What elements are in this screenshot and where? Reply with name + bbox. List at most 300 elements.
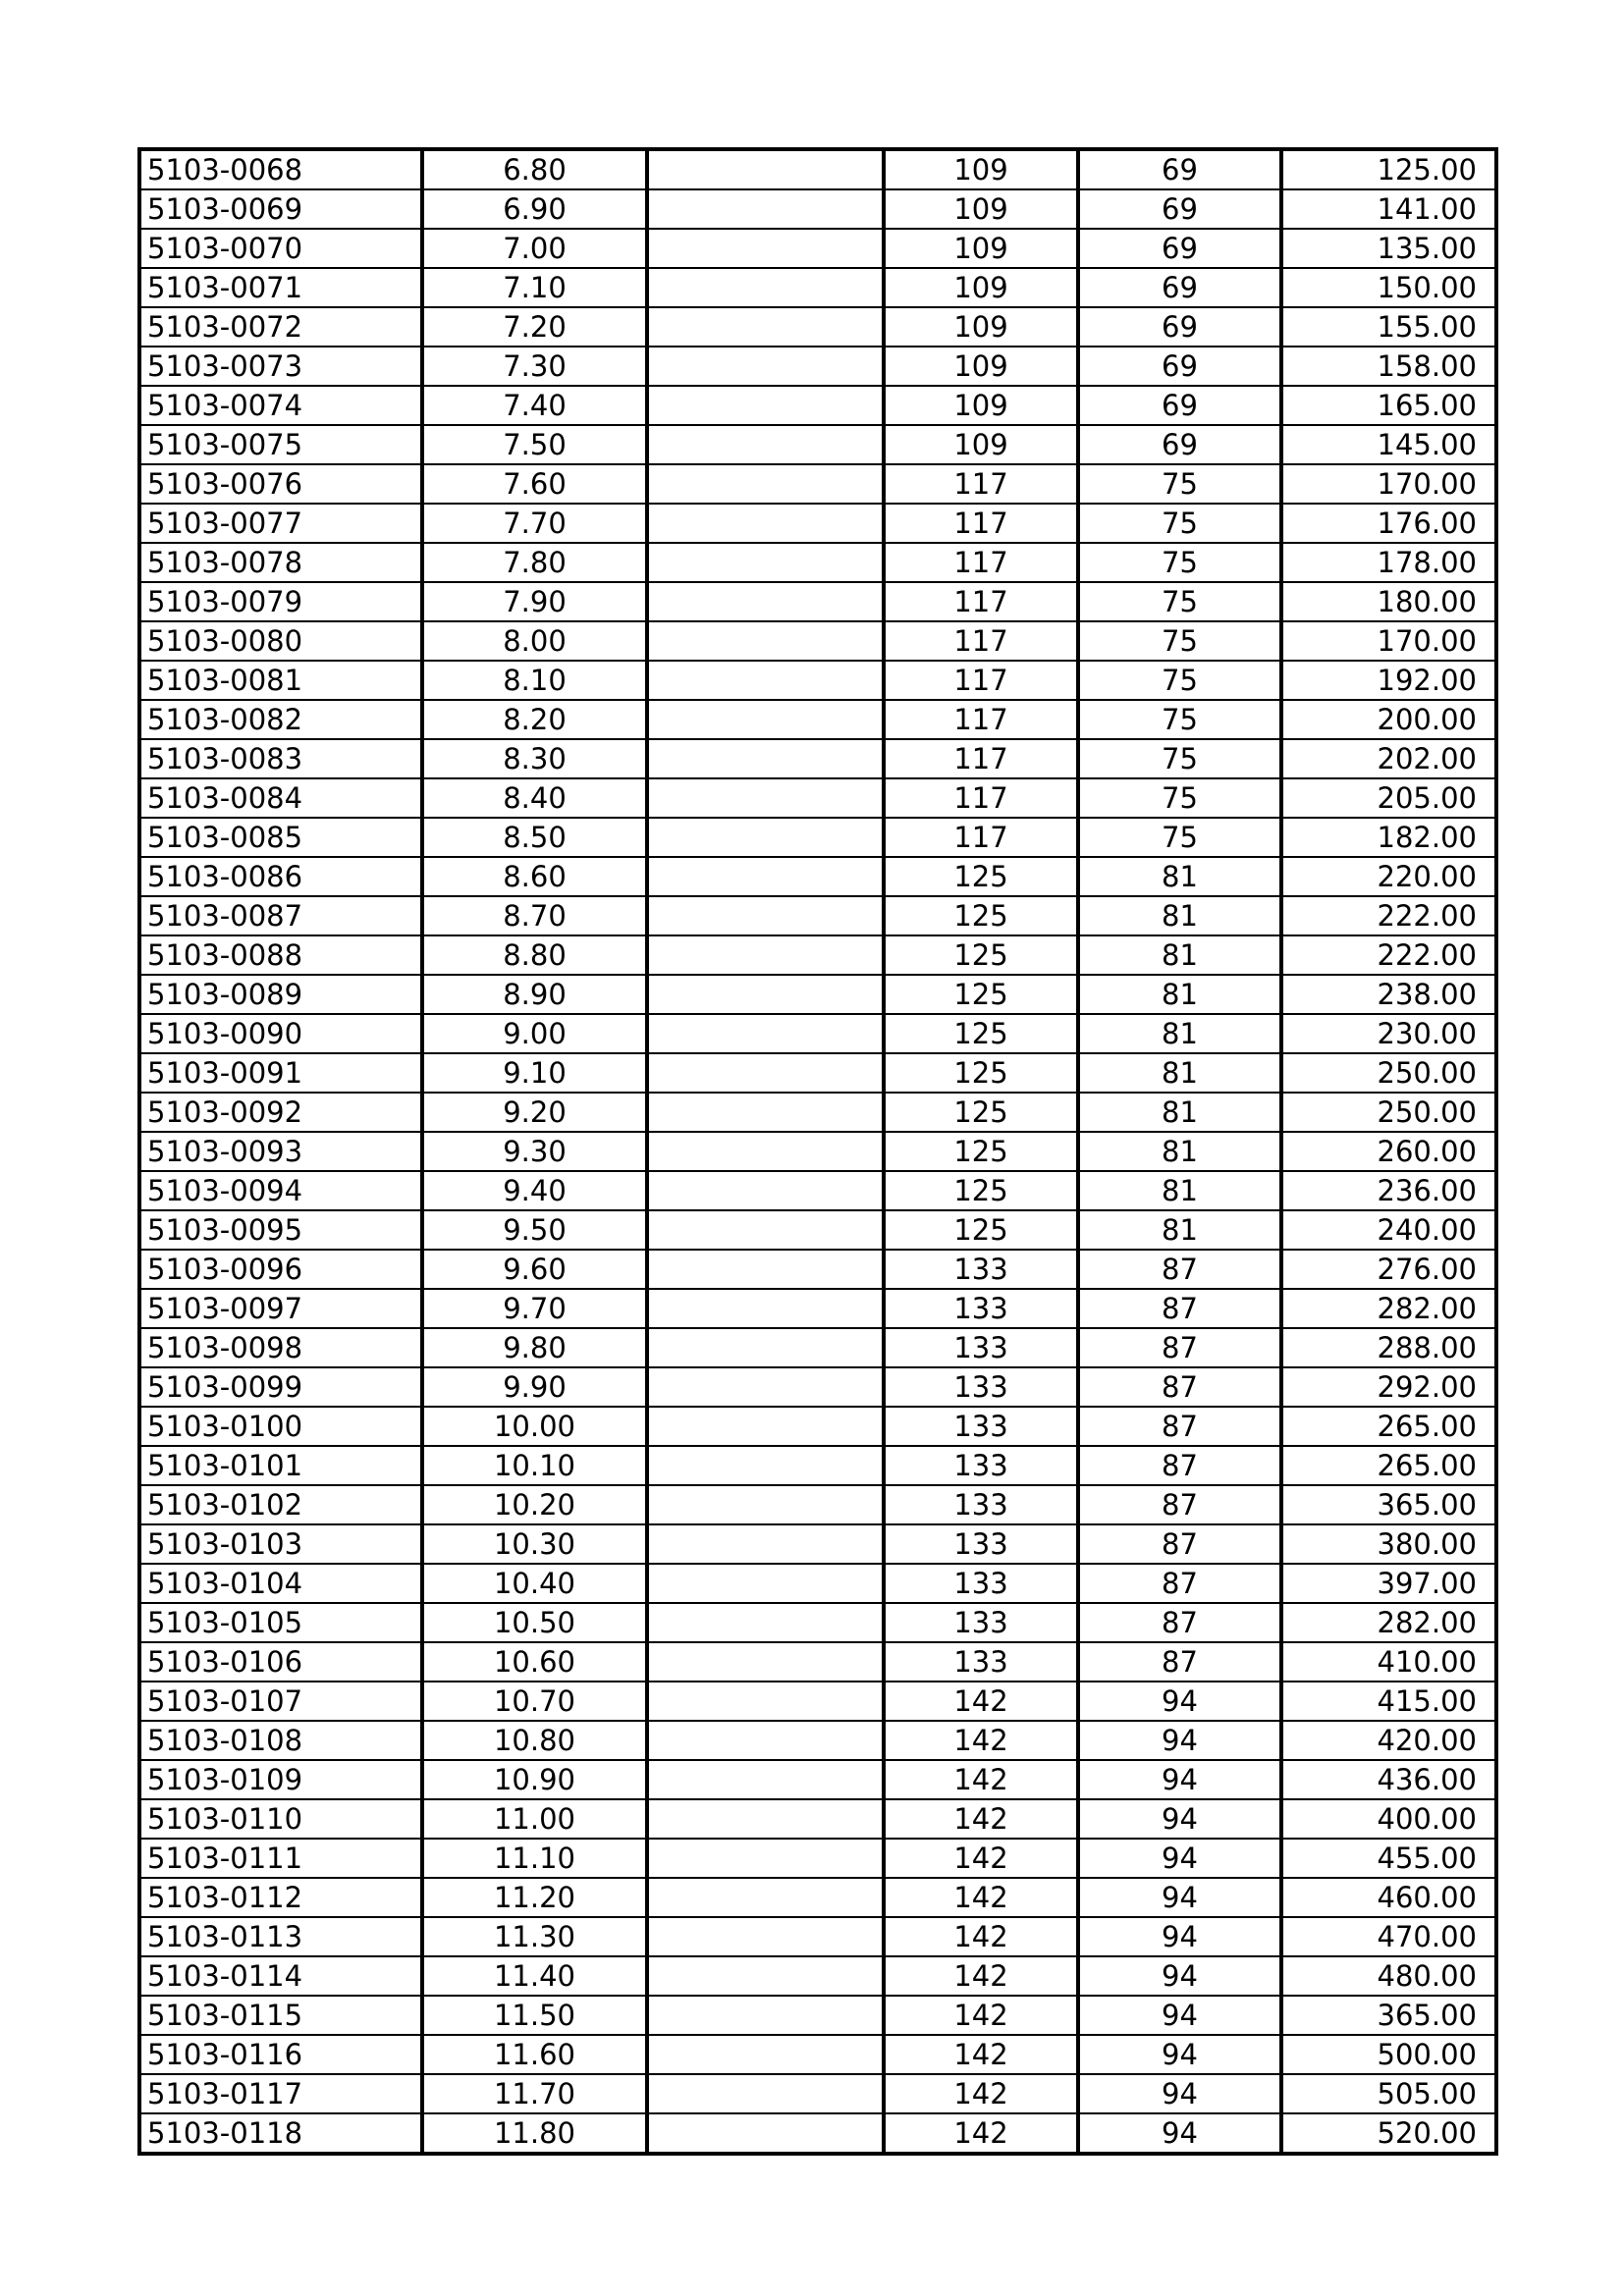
table-row — [139, 1799, 1496, 1839]
price-cell: 470.00 — [1281, 1917, 1496, 1956]
table-row — [139, 1132, 1496, 1171]
dimension-a-cell: 133 — [884, 1367, 1078, 1407]
table-row — [139, 149, 1496, 189]
table-row — [139, 1682, 1496, 1721]
dimension-a-cell: 142 — [884, 1917, 1078, 1956]
size-cell: 10.90 — [422, 1760, 647, 1799]
blank-cell — [647, 2035, 884, 2074]
table-row — [139, 425, 1496, 464]
dimension-a-cell: 125 — [884, 1014, 1078, 1053]
table-row — [139, 1721, 1496, 1760]
blank-cell — [647, 1996, 884, 2035]
part-number-cell: 5103-0089 — [139, 975, 422, 1014]
dimension-a-cell: 117 — [884, 778, 1078, 818]
size-cell: 7.30 — [422, 347, 647, 386]
price-cell: 250.00 — [1281, 1093, 1496, 1132]
part-number-cell: 5103-0108 — [139, 1721, 422, 1760]
price-cell: 125.00 — [1281, 149, 1496, 189]
price-cell: 220.00 — [1281, 857, 1496, 896]
price-cell: 436.00 — [1281, 1760, 1496, 1799]
table-row — [139, 621, 1496, 661]
dimension-a-cell: 125 — [884, 1132, 1078, 1171]
part-number-cell: 5103-0085 — [139, 818, 422, 857]
price-cell: 265.00 — [1281, 1446, 1496, 1485]
dimension-b-cell: 87 — [1078, 1328, 1281, 1367]
dimension-a-cell: 133 — [884, 1642, 1078, 1682]
dimension-b-cell: 69 — [1078, 229, 1281, 268]
price-cell: 365.00 — [1281, 1996, 1496, 2035]
size-cell: 6.80 — [422, 149, 647, 189]
table-row — [139, 268, 1496, 307]
blank-cell — [647, 1682, 884, 1721]
price-cell: 415.00 — [1281, 1682, 1496, 1721]
part-number-cell: 5103-0092 — [139, 1093, 422, 1132]
dimension-a-cell: 117 — [884, 504, 1078, 543]
part-number-cell: 5103-0082 — [139, 700, 422, 739]
dimension-b-cell: 75 — [1078, 739, 1281, 778]
size-cell: 11.50 — [422, 1996, 647, 2035]
price-cell: 170.00 — [1281, 464, 1496, 504]
price-cell: 141.00 — [1281, 189, 1496, 229]
dimension-b-cell: 75 — [1078, 543, 1281, 582]
size-cell: 9.90 — [422, 1367, 647, 1407]
part-number-cell: 5103-0106 — [139, 1642, 422, 1682]
dimension-b-cell: 81 — [1078, 896, 1281, 935]
size-cell: 9.30 — [422, 1132, 647, 1171]
size-cell: 9.40 — [422, 1171, 647, 1210]
dimension-b-cell: 69 — [1078, 268, 1281, 307]
dimension-b-cell: 69 — [1078, 307, 1281, 347]
size-cell: 10.70 — [422, 1682, 647, 1721]
dimension-a-cell: 109 — [884, 189, 1078, 229]
table-row — [139, 1014, 1496, 1053]
size-cell: 7.10 — [422, 268, 647, 307]
size-cell: 8.60 — [422, 857, 647, 896]
dimension-a-cell: 142 — [884, 1996, 1078, 2035]
size-cell: 8.40 — [422, 778, 647, 818]
table-row — [139, 1956, 1496, 1996]
size-cell: 8.20 — [422, 700, 647, 739]
part-number-cell: 5103-0094 — [139, 1171, 422, 1210]
part-number-cell: 5103-0101 — [139, 1446, 422, 1485]
dimension-b-cell: 94 — [1078, 1682, 1281, 1721]
table-row — [139, 1839, 1496, 1878]
dimension-b-cell: 94 — [1078, 1956, 1281, 1996]
size-cell: 11.20 — [422, 1878, 647, 1917]
price-cell: 265.00 — [1281, 1407, 1496, 1446]
blank-cell — [647, 1524, 884, 1564]
dimension-a-cell: 109 — [884, 347, 1078, 386]
dimension-a-cell: 109 — [884, 307, 1078, 347]
price-cell: 380.00 — [1281, 1524, 1496, 1564]
size-cell: 10.20 — [422, 1485, 647, 1524]
size-cell: 7.20 — [422, 307, 647, 347]
size-cell: 8.70 — [422, 896, 647, 935]
part-number-cell: 5103-0091 — [139, 1053, 422, 1093]
dimension-a-cell: 142 — [884, 1839, 1078, 1878]
dimension-a-cell: 142 — [884, 1799, 1078, 1839]
price-cell: 145.00 — [1281, 425, 1496, 464]
table-row — [139, 975, 1496, 1014]
size-cell: 7.60 — [422, 464, 647, 504]
table-row — [139, 1524, 1496, 1564]
blank-cell — [647, 582, 884, 621]
dimension-a-cell: 133 — [884, 1524, 1078, 1564]
price-cell: 192.00 — [1281, 661, 1496, 700]
size-cell: 8.30 — [422, 739, 647, 778]
dimension-b-cell: 75 — [1078, 582, 1281, 621]
table-row — [139, 1996, 1496, 2035]
price-cell: 282.00 — [1281, 1289, 1496, 1328]
part-number-cell: 5103-0102 — [139, 1485, 422, 1524]
dimension-b-cell: 87 — [1078, 1446, 1281, 1485]
dimension-a-cell: 109 — [884, 386, 1078, 425]
blank-cell — [647, 504, 884, 543]
table-row — [139, 1093, 1496, 1132]
table-row — [139, 347, 1496, 386]
part-number-cell: 5103-0112 — [139, 1878, 422, 1917]
price-cell: 200.00 — [1281, 700, 1496, 739]
price-cell: 230.00 — [1281, 1014, 1496, 1053]
part-number-cell: 5103-0072 — [139, 307, 422, 347]
dimension-b-cell: 69 — [1078, 386, 1281, 425]
table-row — [139, 1642, 1496, 1682]
part-number-cell: 5103-0070 — [139, 229, 422, 268]
table-row — [139, 1878, 1496, 1917]
part-number-cell: 5103-0083 — [139, 739, 422, 778]
size-cell: 8.50 — [422, 818, 647, 857]
part-number-cell: 5103-0068 — [139, 149, 422, 189]
dimension-b-cell: 81 — [1078, 1014, 1281, 1053]
blank-cell — [647, 1917, 884, 1956]
price-cell: 505.00 — [1281, 2074, 1496, 2113]
blank-cell — [647, 975, 884, 1014]
dimension-b-cell: 94 — [1078, 1917, 1281, 1956]
size-cell: 9.50 — [422, 1210, 647, 1250]
dimension-a-cell: 142 — [884, 1721, 1078, 1760]
blank-cell — [647, 1956, 884, 1996]
dimension-a-cell: 142 — [884, 2113, 1078, 2154]
size-cell: 10.00 — [422, 1407, 647, 1446]
size-cell: 11.00 — [422, 1799, 647, 1839]
price-cell: 260.00 — [1281, 1132, 1496, 1171]
blank-cell — [647, 1721, 884, 1760]
price-cell: 276.00 — [1281, 1250, 1496, 1289]
dimension-b-cell: 94 — [1078, 1996, 1281, 2035]
part-number-cell: 5103-0114 — [139, 1956, 422, 1996]
price-cell: 288.00 — [1281, 1328, 1496, 1367]
size-cell: 11.70 — [422, 2074, 647, 2113]
blank-cell — [647, 896, 884, 935]
blank-cell — [647, 1407, 884, 1446]
dimension-b-cell: 87 — [1078, 1367, 1281, 1407]
dimension-a-cell: 133 — [884, 1446, 1078, 1485]
size-cell: 11.40 — [422, 1956, 647, 1996]
table-row — [139, 661, 1496, 700]
dimension-b-cell: 87 — [1078, 1250, 1281, 1289]
price-cell: 400.00 — [1281, 1799, 1496, 1839]
part-number-cell: 5103-0116 — [139, 2035, 422, 2074]
blank-cell — [647, 1839, 884, 1878]
table-row — [139, 582, 1496, 621]
blank-cell — [647, 347, 884, 386]
table-row — [139, 1250, 1496, 1289]
part-number-cell: 5103-0088 — [139, 935, 422, 975]
dimension-b-cell: 75 — [1078, 504, 1281, 543]
dimension-b-cell: 81 — [1078, 1132, 1281, 1171]
table-row — [139, 543, 1496, 582]
price-cell: 410.00 — [1281, 1642, 1496, 1682]
blank-cell — [647, 464, 884, 504]
size-cell: 6.90 — [422, 189, 647, 229]
table-row — [139, 1367, 1496, 1407]
blank-cell — [647, 935, 884, 975]
part-number-cell: 5103-0107 — [139, 1682, 422, 1721]
price-cell: 420.00 — [1281, 1721, 1496, 1760]
table-row — [139, 1328, 1496, 1367]
part-number-cell: 5103-0090 — [139, 1014, 422, 1053]
blank-cell — [647, 543, 884, 582]
part-number-cell: 5103-0103 — [139, 1524, 422, 1564]
blank-cell — [647, 189, 884, 229]
dimension-b-cell: 81 — [1078, 1210, 1281, 1250]
dimension-b-cell: 94 — [1078, 2113, 1281, 2154]
table-row — [139, 896, 1496, 935]
size-cell: 11.10 — [422, 1839, 647, 1878]
dimension-a-cell: 133 — [884, 1564, 1078, 1603]
price-cell: 150.00 — [1281, 268, 1496, 307]
blank-cell — [647, 778, 884, 818]
dimension-a-cell: 142 — [884, 1956, 1078, 1996]
dimension-b-cell: 87 — [1078, 1524, 1281, 1564]
price-cell: 460.00 — [1281, 1878, 1496, 1917]
blank-cell — [647, 1171, 884, 1210]
blank-cell — [647, 386, 884, 425]
blank-cell — [647, 661, 884, 700]
dimension-b-cell: 69 — [1078, 149, 1281, 189]
blank-cell — [647, 700, 884, 739]
part-number-cell: 5103-0095 — [139, 1210, 422, 1250]
part-number-cell: 5103-0100 — [139, 1407, 422, 1446]
dimension-b-cell: 81 — [1078, 1053, 1281, 1093]
dimension-a-cell: 117 — [884, 621, 1078, 661]
part-number-cell: 5103-0115 — [139, 1996, 422, 2035]
blank-cell — [647, 1328, 884, 1367]
blank-cell — [647, 1564, 884, 1603]
table-row — [139, 2074, 1496, 2113]
part-number-cell: 5103-0098 — [139, 1328, 422, 1367]
table-row — [139, 700, 1496, 739]
part-number-cell: 5103-0079 — [139, 582, 422, 621]
table-row — [139, 935, 1496, 975]
dimension-a-cell: 117 — [884, 818, 1078, 857]
size-cell: 10.80 — [422, 1721, 647, 1760]
blank-cell — [647, 1093, 884, 1132]
size-cell: 8.10 — [422, 661, 647, 700]
part-number-cell: 5103-0080 — [139, 621, 422, 661]
size-cell: 9.60 — [422, 1250, 647, 1289]
dimension-a-cell: 109 — [884, 425, 1078, 464]
dimension-b-cell: 87 — [1078, 1289, 1281, 1328]
blank-cell — [647, 1053, 884, 1093]
size-cell: 9.70 — [422, 1289, 647, 1328]
price-cell: 282.00 — [1281, 1603, 1496, 1642]
size-cell: 7.50 — [422, 425, 647, 464]
size-cell: 9.20 — [422, 1093, 647, 1132]
dimension-b-cell: 69 — [1078, 425, 1281, 464]
dimension-b-cell: 75 — [1078, 621, 1281, 661]
price-cell: 178.00 — [1281, 543, 1496, 582]
dimension-a-cell: 117 — [884, 464, 1078, 504]
price-cell: 240.00 — [1281, 1210, 1496, 1250]
price-cell: 158.00 — [1281, 347, 1496, 386]
price-cell: 480.00 — [1281, 1956, 1496, 1996]
size-cell: 11.80 — [422, 2113, 647, 2154]
table-row — [139, 1053, 1496, 1093]
part-number-cell: 5103-0099 — [139, 1367, 422, 1407]
size-cell: 8.80 — [422, 935, 647, 975]
price-cell: 222.00 — [1281, 896, 1496, 935]
part-number-cell: 5103-0093 — [139, 1132, 422, 1171]
blank-cell — [647, 1603, 884, 1642]
price-cell: 455.00 — [1281, 1839, 1496, 1878]
table-row — [139, 2113, 1496, 2154]
price-cell: 135.00 — [1281, 229, 1496, 268]
blank-cell — [647, 739, 884, 778]
size-cell: 9.10 — [422, 1053, 647, 1093]
part-number-cell: 5103-0117 — [139, 2074, 422, 2113]
blank-cell — [647, 229, 884, 268]
table-row — [139, 1564, 1496, 1603]
size-cell: 8.90 — [422, 975, 647, 1014]
dimension-a-cell: 117 — [884, 739, 1078, 778]
size-cell: 9.00 — [422, 1014, 647, 1053]
dimension-a-cell: 142 — [884, 1682, 1078, 1721]
blank-cell — [647, 1289, 884, 1328]
part-number-cell: 5103-0081 — [139, 661, 422, 700]
dimension-a-cell: 133 — [884, 1485, 1078, 1524]
dimension-b-cell: 75 — [1078, 700, 1281, 739]
part-number-cell: 5103-0073 — [139, 347, 422, 386]
size-cell: 10.50 — [422, 1603, 647, 1642]
table-row — [139, 386, 1496, 425]
price-cell: 397.00 — [1281, 1564, 1496, 1603]
dimension-b-cell: 87 — [1078, 1485, 1281, 1524]
part-number-cell: 5103-0105 — [139, 1603, 422, 1642]
blank-cell — [647, 621, 884, 661]
part-number-cell: 5103-0078 — [139, 543, 422, 582]
part-number-cell: 5103-0104 — [139, 1564, 422, 1603]
price-cell: 170.00 — [1281, 621, 1496, 661]
data-table — [137, 147, 1498, 2156]
size-cell: 10.60 — [422, 1642, 647, 1682]
size-cell: 10.10 — [422, 1446, 647, 1485]
part-number-cell: 5103-0076 — [139, 464, 422, 504]
price-cell: 222.00 — [1281, 935, 1496, 975]
dimension-a-cell: 117 — [884, 661, 1078, 700]
dimension-a-cell: 142 — [884, 1760, 1078, 1799]
size-cell: 7.70 — [422, 504, 647, 543]
part-number-cell: 5103-0086 — [139, 857, 422, 896]
dimension-b-cell: 94 — [1078, 1839, 1281, 1878]
dimension-b-cell: 69 — [1078, 347, 1281, 386]
part-number-cell: 5103-0110 — [139, 1799, 422, 1839]
part-number-cell: 5103-0071 — [139, 268, 422, 307]
table-row — [139, 778, 1496, 818]
dimension-a-cell: 109 — [884, 268, 1078, 307]
price-cell: 176.00 — [1281, 504, 1496, 543]
dimension-a-cell: 125 — [884, 1093, 1078, 1132]
blank-cell — [647, 818, 884, 857]
table-row — [139, 739, 1496, 778]
price-cell: 250.00 — [1281, 1053, 1496, 1093]
table-row — [139, 1171, 1496, 1210]
dimension-b-cell: 69 — [1078, 189, 1281, 229]
table-body — [139, 149, 1496, 2154]
table-row — [139, 1603, 1496, 1642]
blank-cell — [647, 425, 884, 464]
blank-cell — [647, 857, 884, 896]
table-row — [139, 1210, 1496, 1250]
table-row — [139, 1407, 1496, 1446]
blank-cell — [647, 1250, 884, 1289]
blank-cell — [647, 268, 884, 307]
size-cell: 9.80 — [422, 1328, 647, 1367]
dimension-a-cell: 133 — [884, 1407, 1078, 1446]
part-number-cell: 5103-0074 — [139, 386, 422, 425]
dimension-a-cell: 142 — [884, 2035, 1078, 2074]
table-row — [139, 189, 1496, 229]
price-cell: 180.00 — [1281, 582, 1496, 621]
part-number-cell: 5103-0109 — [139, 1760, 422, 1799]
blank-cell — [647, 1446, 884, 1485]
dimension-b-cell: 94 — [1078, 1878, 1281, 1917]
part-number-cell: 5103-0096 — [139, 1250, 422, 1289]
dimension-b-cell: 94 — [1078, 2074, 1281, 2113]
blank-cell — [647, 1132, 884, 1171]
table-row — [139, 307, 1496, 347]
size-cell: 11.60 — [422, 2035, 647, 2074]
table-row — [139, 1917, 1496, 1956]
dimension-b-cell: 81 — [1078, 1093, 1281, 1132]
dimension-b-cell: 94 — [1078, 1799, 1281, 1839]
dimension-a-cell: 133 — [884, 1289, 1078, 1328]
dimension-a-cell: 125 — [884, 857, 1078, 896]
price-cell: 182.00 — [1281, 818, 1496, 857]
size-cell: 10.30 — [422, 1524, 647, 1564]
dimension-a-cell: 125 — [884, 896, 1078, 935]
price-cell: 205.00 — [1281, 778, 1496, 818]
size-cell: 10.40 — [422, 1564, 647, 1603]
dimension-b-cell: 87 — [1078, 1564, 1281, 1603]
size-cell: 7.90 — [422, 582, 647, 621]
price-cell: 165.00 — [1281, 386, 1496, 425]
table-row — [139, 2035, 1496, 2074]
part-number-cell: 5103-0111 — [139, 1839, 422, 1878]
dimension-b-cell: 81 — [1078, 1171, 1281, 1210]
table-row — [139, 1485, 1496, 1524]
dimension-b-cell: 81 — [1078, 935, 1281, 975]
table-row — [139, 464, 1496, 504]
blank-cell — [647, 1642, 884, 1682]
dimension-b-cell: 94 — [1078, 1721, 1281, 1760]
dimension-a-cell: 133 — [884, 1603, 1078, 1642]
dimension-a-cell: 142 — [884, 2074, 1078, 2113]
size-cell: 7.40 — [422, 386, 647, 425]
blank-cell — [647, 1799, 884, 1839]
dimension-b-cell: 81 — [1078, 857, 1281, 896]
price-cell: 365.00 — [1281, 1485, 1496, 1524]
